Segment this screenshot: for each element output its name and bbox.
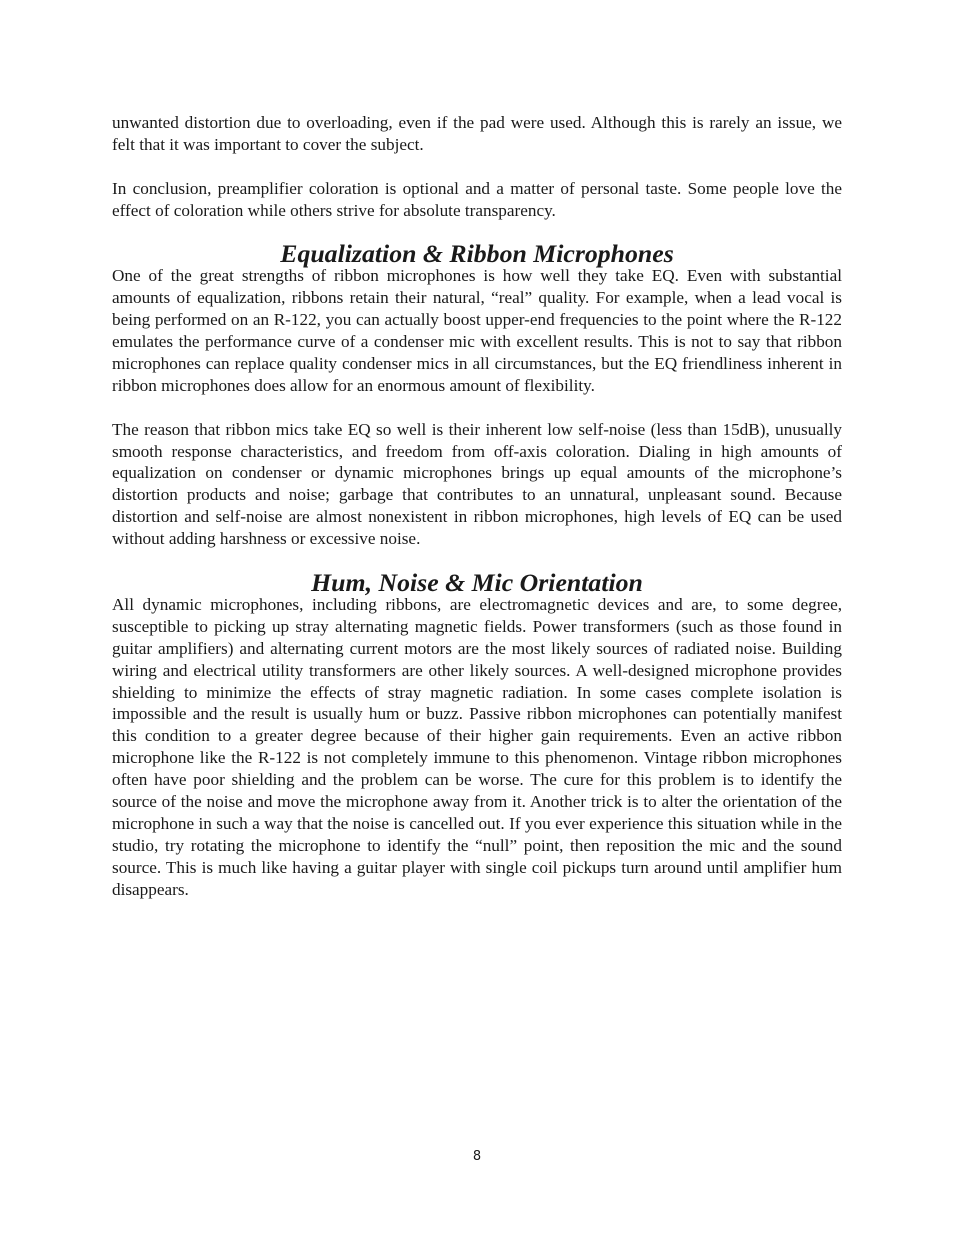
paragraph-eq-reason: The reason that ribbon mics take EQ so well is their inherent low self-noise (less than 15dB), unusually smooth response characteristics, and freedom from off-axis coloration. Dialing in high amounts of equalization on condenser or dynamic microphones brings up equal amounts of the microphone’s distortion products and noise; garbage that contributes to an unnatural, unpleasant sound. Because distortion and self-noise are almost nonexistent in ribbon microphones, high levels of EQ can be used without adding harshness or excessive noise. bbox=[112, 419, 842, 549]
page-number: 8 bbox=[472, 1149, 482, 1164]
section-heading-equalization: Equalization & Ribbon Microphones bbox=[280, 239, 674, 269]
paragraph-spacer bbox=[112, 156, 842, 178]
body-text bbox=[112, 112, 842, 901]
paragraph-overloading: unwanted distortion due to overloading, even if the pad were used. Although this is rarely an issue, we felt that it was important to cover the subject. bbox=[112, 113, 842, 154]
paragraph-conclusion: In conclusion, preamplifier coloration is optional and a matter of personal taste. Some people love the effect of coloration while others strive for absolute transparency. bbox=[112, 178, 842, 220]
paragraph-spacer bbox=[112, 397, 842, 419]
paragraph-hum-noise: All dynamic microphones, including ribbons, are electromagnetic devices and are, to some degree, susceptible to picking up stray alternating magnetic fields. Power transformers (such as those found in guitar amplifiers) and alternating current motors are the most likely sources of radiated noise. Building wiring and electrical utility transformers are other likely sources. A well-designed microphone provides shielding to minimize the effects of stray magnetic radiation. In some cases complete isolation is impossible and the result is usually hum or buzz. Passive ribbon microphones can potentially manifest this condition to a greater degree because of their higher gain requirements. Even an active ribbon microphone like the R-122 is not completely immune to this phenomenon. Vintage ribbon microphones often have poor shielding and the problem can be worse. The cure for this problem is to identify the source of the noise and move the microphone away from it. Another trick is to alter the orientation of the microphone in such a way that the noise is cancelled out. If you ever experience this situation while in the studio, try rotating the microphone to identify the “null” point, then reposition the mic and the sound source. This is much like having a guitar player with single coil pickups turn around until amplifier hum disappears. bbox=[112, 594, 842, 899]
section-heading-hum-noise: Hum, Noise & Mic Orientation bbox=[311, 567, 643, 597]
paragraph-eq-strengths: One of the great strengths of ribbon microphones is how well they take EQ. Even with substantial amounts of equalization, ribbons retain their natural, “real” quality. For example, when a lead vocal is being performed on an R-122, you can actually boost upper-end frequencies to the point where the R-122 emulates the performance curve of a condenser mic with excellent results. This is not to say that ribbon microphones can replace quality condenser mics in all circumstances, but the EQ friendliness inherent in ribbon microphones does allow for an enormous amount of flexibility. bbox=[112, 266, 842, 395]
